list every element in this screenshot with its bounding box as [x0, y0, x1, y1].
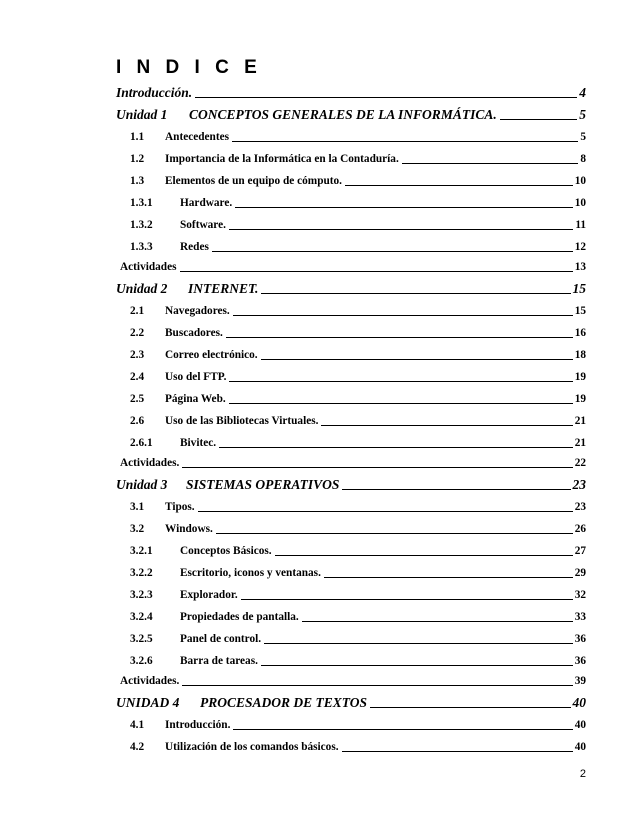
toc-entry-label: Propiedades de pantalla. — [180, 611, 299, 623]
toc-entry — [0, 216, 638, 234]
toc-leader-line — [264, 643, 573, 644]
toc-entry — [0, 586, 638, 604]
toc-entry — [0, 302, 638, 320]
toc-entry-number: 2.5 — [130, 393, 145, 405]
toc-leader-line — [500, 119, 577, 120]
toc-entry-label: Utilización de los comandos básicos. — [165, 741, 339, 753]
toc-entry-page: 16 — [574, 327, 586, 339]
toc-entry-number: 3.2 — [130, 523, 145, 535]
toc-entry — [0, 368, 638, 386]
toc-entry-page: 40 — [572, 695, 586, 710]
toc-leader-line — [261, 665, 573, 666]
toc-entry — [0, 630, 638, 648]
toc-leader-line — [229, 381, 573, 382]
toc-entry-label: CONCEPTOS GENERALES DE LA INFORMÁTICA. — [189, 107, 497, 122]
toc-entry-page: 26 — [574, 523, 586, 535]
toc-entry-page: 19 — [574, 393, 586, 405]
toc-entry-label: SISTEMAS OPERATIVOS — [186, 477, 340, 492]
toc-leader-line — [212, 251, 573, 252]
toc-entry-page: 8 — [580, 153, 586, 165]
toc-entry-page: 36 — [574, 633, 586, 645]
toc-entry — [0, 694, 638, 712]
toc-entry — [0, 194, 638, 212]
toc-leader-line — [182, 467, 573, 468]
toc-entry-number: 1.3.1 — [130, 197, 153, 209]
toc-leader-line — [233, 315, 573, 316]
toc-entry — [0, 150, 638, 168]
toc-entry — [0, 280, 638, 298]
toc-entry-page: 27 — [574, 545, 586, 557]
toc-entry-label: Actividades. — [120, 675, 180, 687]
toc-entry-number: 2.6 — [130, 415, 145, 427]
toc-entry — [0, 738, 638, 756]
toc-entry-label: Explorador. — [180, 589, 238, 601]
toc-entry-label: Panel de control. — [180, 633, 262, 645]
toc-entry-label: PROCESADOR DE TEXTOS — [200, 695, 368, 710]
toc-entry — [0, 172, 638, 190]
toc-entry-page: 13 — [574, 261, 586, 273]
toc-entry-label: Buscadores. — [165, 327, 223, 339]
toc-entry-page: 19 — [574, 371, 586, 383]
toc-leader-line — [342, 489, 571, 490]
toc-leader-line — [229, 229, 573, 230]
toc-entry-number: 3.2.4 — [130, 611, 153, 623]
toc-leader-line — [370, 707, 571, 708]
toc-leader-line — [233, 729, 573, 730]
toc-entry — [0, 454, 638, 472]
toc-entry-page: 36 — [574, 655, 586, 667]
toc-leader-line — [232, 141, 578, 142]
toc-entry — [0, 106, 638, 124]
toc-entry — [0, 652, 638, 670]
toc-leader-line — [261, 293, 571, 294]
toc-entry-page: 15 — [572, 281, 586, 296]
toc-entry-page: 11 — [575, 219, 586, 231]
toc-leader-line — [226, 337, 573, 338]
toc-entry — [0, 434, 638, 452]
toc-entry-label: INTERNET. — [188, 281, 259, 296]
page-number: 2 — [579, 768, 586, 780]
toc-entry-page: 22 — [574, 457, 586, 469]
toc-leader-line — [229, 403, 573, 404]
toc-entry-page: 21 — [574, 437, 586, 449]
toc-entry — [0, 346, 638, 364]
toc-entry-page: 18 — [574, 349, 586, 361]
toc-leader-line — [324, 577, 573, 578]
toc-entry-label: Uso del FTP. — [165, 371, 227, 383]
toc-entry-number: 2.6.1 — [130, 437, 153, 449]
toc-entry-label: Windows. — [165, 523, 213, 535]
toc-entry-label: Página Web. — [165, 393, 226, 405]
toc-leader-line — [219, 447, 573, 448]
toc-entry — [0, 716, 638, 734]
toc-entry-number: 1.3.2 — [130, 219, 153, 231]
toc-entry — [0, 390, 638, 408]
toc-entry-label: Barra de tareas. — [180, 655, 258, 667]
toc-entry-page: 10 — [574, 175, 586, 187]
toc-entry-label: Conceptos Básicos. — [180, 545, 272, 557]
toc-entry-page: 40 — [574, 741, 586, 753]
toc-entry — [0, 608, 638, 626]
index-title: I N D I C E — [116, 57, 262, 78]
toc-entry-label: Elementos de un equipo de cómputo. — [165, 175, 343, 187]
toc-entry — [0, 84, 638, 102]
toc-leader-line — [302, 621, 573, 622]
toc-entry-page: 15 — [574, 305, 586, 317]
toc-entry-page: 40 — [574, 719, 586, 731]
toc-entry-number: UNIDAD 4 — [116, 695, 180, 710]
toc-entry-page: 5 — [579, 107, 586, 122]
toc-entry-page: 23 — [572, 477, 586, 492]
toc-leader-line — [241, 599, 573, 600]
toc-entry-page: 23 — [574, 501, 586, 513]
toc-entry-number: 1.3.3 — [130, 241, 153, 253]
toc-leader-line — [261, 359, 573, 360]
toc-entry — [0, 672, 638, 690]
toc-entry-label: Antecedentes — [165, 131, 229, 143]
toc-entry-number: 3.2.2 — [130, 567, 153, 579]
toc-entry-label: Hardware. — [180, 197, 233, 209]
toc-leader-line — [345, 185, 573, 186]
toc-leader-line — [235, 207, 573, 208]
toc-entry-label: Navegadores. — [165, 305, 230, 317]
toc-entry-number: 1.1 — [130, 131, 145, 143]
toc-entry-label: Escritorio, iconos y ventanas. — [180, 567, 321, 579]
toc-entry — [0, 498, 638, 516]
toc-entry — [0, 238, 638, 256]
toc-entry-number: 4.1 — [130, 719, 145, 731]
toc-entry-number: Unidad 3 — [116, 477, 168, 492]
toc-leader-line — [342, 751, 573, 752]
toc-entry-number: Unidad 2 — [116, 281, 168, 296]
toc-leader-line — [216, 533, 573, 534]
toc-entry-label: Redes — [180, 241, 209, 253]
toc-entry — [0, 476, 638, 494]
toc-entry-page: 10 — [574, 197, 586, 209]
toc-entry-page: 39 — [574, 675, 586, 687]
toc-entry-page: 12 — [574, 241, 586, 253]
toc-leader-line — [180, 271, 573, 272]
toc-entry-label: Software. — [180, 219, 226, 231]
toc-leader-line — [321, 425, 573, 426]
toc-leader-line — [195, 97, 577, 98]
toc-entry-page: 5 — [580, 131, 586, 143]
toc-entry-label: Correo electrónico. — [165, 349, 258, 361]
toc-entry — [0, 542, 638, 560]
toc-entry-number: 2.4 — [130, 371, 145, 383]
toc-entry-label: Actividades — [120, 261, 177, 273]
toc-entry-label: Actividades. — [120, 457, 180, 469]
toc-entry-page: 21 — [574, 415, 586, 427]
toc-entry — [0, 412, 638, 430]
toc-entry — [0, 258, 638, 276]
toc-entry-page: 33 — [574, 611, 586, 623]
toc-entry-number: 2.2 — [130, 327, 145, 339]
toc-entry-label: Bivitec. — [180, 437, 217, 449]
toc-entry-label: Tipos. — [165, 501, 195, 513]
toc-entry — [0, 324, 638, 342]
toc-entry-label: Uso de las Bibliotecas Virtuales. — [165, 415, 319, 427]
toc-entry-number: 1.2 — [130, 153, 145, 165]
toc-entry — [0, 128, 638, 146]
toc-entry — [0, 564, 638, 582]
toc-entry — [0, 520, 638, 538]
toc-entry-number: 3.2.1 — [130, 545, 153, 557]
toc-entry-label: Importancia de la Informática en la Contaduría. — [165, 153, 399, 165]
toc-entry-number: 2.3 — [130, 349, 145, 361]
toc-entry-page: 4 — [579, 85, 586, 100]
toc-entry-label: Introducción. — [165, 719, 231, 731]
toc-entry-number: Unidad 1 — [116, 107, 168, 122]
toc-leader-line — [182, 685, 573, 686]
toc-entry-number: 3.2.6 — [130, 655, 153, 667]
toc-entry-number: 1.3 — [130, 175, 145, 187]
toc-entry-number: 2.1 — [130, 305, 145, 317]
toc-entry-page: 32 — [574, 589, 586, 601]
toc-entry-number: 3.1 — [130, 501, 145, 513]
toc-entry-page: 29 — [574, 567, 586, 579]
toc-leader-line — [275, 555, 573, 556]
toc-entry-label: Introducción. — [116, 85, 193, 100]
toc-leader-line — [198, 511, 573, 512]
toc-entry-number: 3.2.3 — [130, 589, 153, 601]
toc-entry-number: 4.2 — [130, 741, 145, 753]
toc-leader-line — [402, 163, 578, 164]
toc-entry-number: 3.2.5 — [130, 633, 153, 645]
